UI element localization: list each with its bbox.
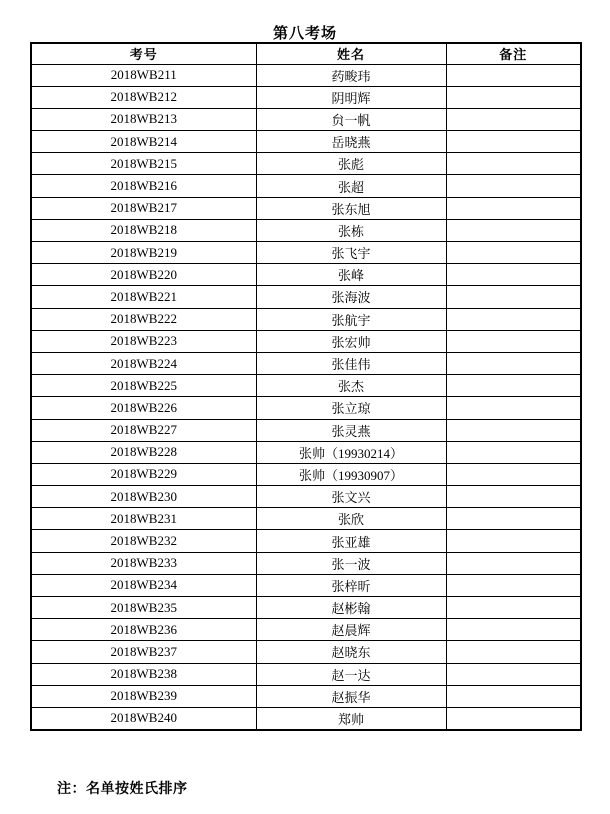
remark-cell	[446, 242, 581, 264]
name-cell: 赵晨辉	[256, 619, 446, 641]
name-cell: 张文兴	[256, 486, 446, 508]
remark-cell	[446, 419, 581, 441]
exam-number-cell: 2018WB230	[31, 486, 256, 508]
exam-number-cell: 2018WB224	[31, 352, 256, 374]
name-cell: 赵彬翰	[256, 597, 446, 619]
exam-number-cell: 2018WB211	[31, 64, 256, 86]
table-row	[31, 597, 581, 619]
roster-table-body	[31, 64, 581, 730]
remark-cell	[446, 463, 581, 485]
table-row	[31, 352, 581, 374]
exam-number-cell: 2018WB212	[31, 86, 256, 108]
name-cell: 赵晓东	[256, 641, 446, 663]
name-cell: 张峰	[256, 264, 446, 286]
column-header-exam-number: 考号	[31, 43, 256, 64]
exam-number-cell: 2018WB218	[31, 219, 256, 241]
exam-number-cell: 2018WB238	[31, 663, 256, 685]
exam-number-cell: 2018WB227	[31, 419, 256, 441]
table-row	[31, 86, 581, 108]
name-cell: 赵振华	[256, 685, 446, 707]
remark-cell	[446, 330, 581, 352]
name-cell: 张栋	[256, 219, 446, 241]
table-row	[31, 108, 581, 130]
page-title: 第八考场	[272, 26, 337, 42]
table-row	[31, 286, 581, 308]
table-row	[31, 552, 581, 574]
name-cell: 贠一帆	[256, 108, 446, 130]
table-row	[31, 175, 581, 197]
remark-cell	[446, 64, 581, 86]
exam-number-cell: 2018WB216	[31, 175, 256, 197]
table-row	[31, 64, 581, 86]
remark-cell	[446, 153, 581, 175]
table-row	[31, 641, 581, 663]
table-row	[31, 242, 581, 264]
name-cell: 郑帅	[256, 707, 446, 729]
exam-number-cell: 2018WB239	[31, 685, 256, 707]
exam-number-cell: 2018WB236	[31, 619, 256, 641]
name-cell: 张超	[256, 175, 446, 197]
name-cell: 张一波	[256, 552, 446, 574]
remark-cell	[446, 574, 581, 596]
table-row	[31, 663, 581, 685]
exam-number-cell: 2018WB229	[31, 463, 256, 485]
name-cell: 张宏帅	[256, 330, 446, 352]
name-cell: 阴明辉	[256, 86, 446, 108]
remark-cell	[446, 375, 581, 397]
table-row	[31, 308, 581, 330]
remark-cell	[446, 86, 581, 108]
name-cell: 张梓昕	[256, 574, 446, 596]
table-row	[31, 419, 581, 441]
remark-cell	[446, 685, 581, 707]
footnote: 注：名单按姓氏排序	[57, 782, 188, 797]
exam-number-cell: 2018WB234	[31, 574, 256, 596]
remark-cell	[446, 352, 581, 374]
remark-cell	[446, 219, 581, 241]
name-cell: 张欣	[256, 508, 446, 530]
table-row	[31, 486, 581, 508]
table-row	[31, 264, 581, 286]
exam-number-cell: 2018WB223	[31, 330, 256, 352]
name-cell: 张东旭	[256, 197, 446, 219]
table-row	[31, 153, 581, 175]
name-cell: 张帅（19930907）	[256, 463, 446, 485]
table-row	[31, 463, 581, 485]
remark-cell	[446, 131, 581, 153]
remark-cell	[446, 508, 581, 530]
column-header-name: 姓名	[256, 43, 446, 64]
table-row	[31, 574, 581, 596]
exam-number-cell: 2018WB222	[31, 308, 256, 330]
name-cell: 药畯玮	[256, 64, 446, 86]
remark-cell	[446, 530, 581, 552]
remark-cell	[446, 641, 581, 663]
exam-number-cell: 2018WB233	[31, 552, 256, 574]
table-row	[31, 707, 581, 729]
exam-number-cell: 2018WB214	[31, 131, 256, 153]
remark-cell	[446, 619, 581, 641]
remark-cell	[446, 175, 581, 197]
table-header-row	[31, 43, 581, 64]
remark-cell	[446, 308, 581, 330]
table-row	[31, 619, 581, 641]
table-row	[31, 397, 581, 419]
remark-cell	[446, 707, 581, 729]
name-cell: 张立琼	[256, 397, 446, 419]
name-cell: 岳晓燕	[256, 131, 446, 153]
table-row	[31, 197, 581, 219]
table-row	[31, 330, 581, 352]
name-cell: 赵一达	[256, 663, 446, 685]
exam-number-cell: 2018WB226	[31, 397, 256, 419]
remark-cell	[446, 108, 581, 130]
remark-cell	[446, 264, 581, 286]
exam-number-cell: 2018WB240	[31, 707, 256, 729]
name-cell: 张彪	[256, 153, 446, 175]
remark-cell	[446, 286, 581, 308]
remark-cell	[446, 486, 581, 508]
remark-cell	[446, 552, 581, 574]
exam-number-cell: 2018WB221	[31, 286, 256, 308]
exam-number-cell: 2018WB228	[31, 441, 256, 463]
name-cell: 张海波	[256, 286, 446, 308]
table-row	[31, 219, 581, 241]
exam-number-cell: 2018WB232	[31, 530, 256, 552]
exam-number-cell: 2018WB220	[31, 264, 256, 286]
name-cell: 张帅（19930214）	[256, 441, 446, 463]
name-cell: 张飞宇	[256, 242, 446, 264]
roster-table	[30, 42, 582, 731]
exam-number-cell: 2018WB215	[31, 153, 256, 175]
remark-cell	[446, 441, 581, 463]
remark-cell	[446, 597, 581, 619]
name-cell: 张亚雄	[256, 530, 446, 552]
table-row	[31, 441, 581, 463]
table-row	[31, 131, 581, 153]
table-row	[31, 375, 581, 397]
exam-number-cell: 2018WB225	[31, 375, 256, 397]
name-cell: 张航宇	[256, 308, 446, 330]
name-cell: 张杰	[256, 375, 446, 397]
exam-number-cell: 2018WB217	[31, 197, 256, 219]
exam-number-cell: 2018WB219	[31, 242, 256, 264]
exam-number-cell: 2018WB235	[31, 597, 256, 619]
exam-number-cell: 2018WB213	[31, 108, 256, 130]
remark-cell	[446, 397, 581, 419]
remark-cell	[446, 197, 581, 219]
exam-number-cell: 2018WB231	[31, 508, 256, 530]
exam-number-cell: 2018WB237	[31, 641, 256, 663]
table-row	[31, 530, 581, 552]
name-cell: 张佳伟	[256, 352, 446, 374]
remark-cell	[446, 663, 581, 685]
column-header-remark: 备注	[446, 43, 581, 64]
table-row	[31, 508, 581, 530]
table-row	[31, 685, 581, 707]
name-cell: 张灵燕	[256, 419, 446, 441]
